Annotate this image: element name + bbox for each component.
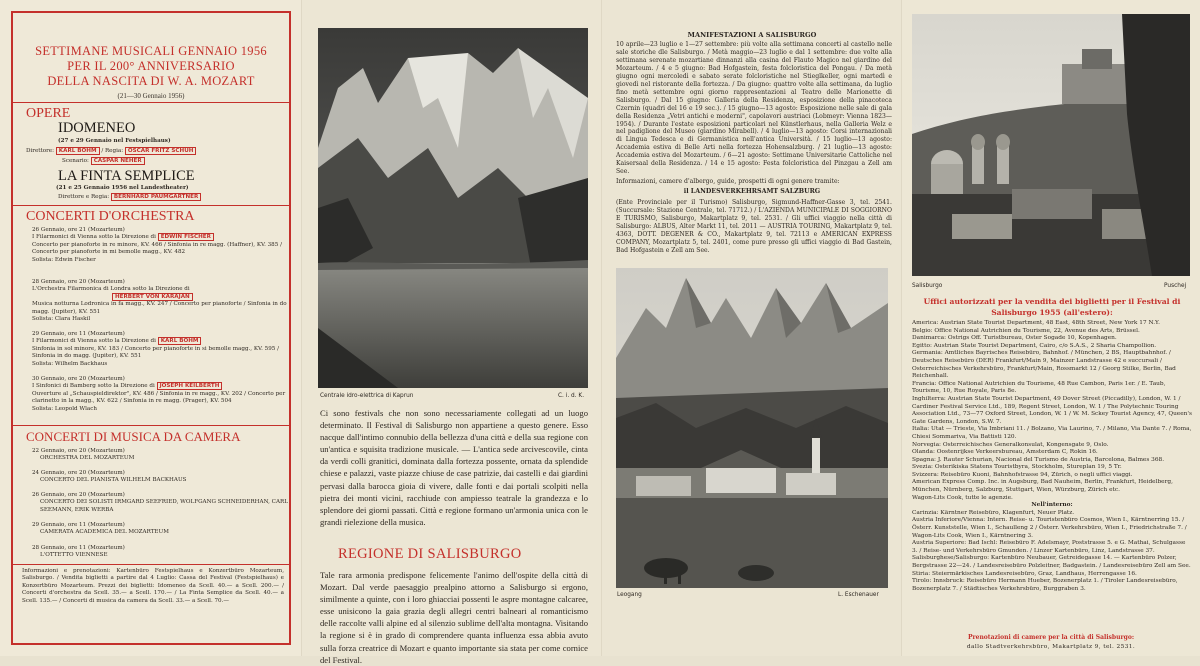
office-entry: Danimarca: Ostrigs Off. Turistbureau, Oster Sogade 10, Kopenhagen. bbox=[912, 335, 1117, 342]
concert-orchestra: I Sinfonici di Bamberg sotto la Direzione di bbox=[32, 383, 155, 390]
concert-date: 26 Gennaio, ore 20 (Mozarteum) bbox=[32, 492, 125, 498]
office-entry: Olanda: Oostenrijkse Verkeersbureau, Amsterdam C, Rokin 16. bbox=[912, 449, 1098, 456]
inland-heading: Nell'interno: bbox=[1031, 502, 1073, 509]
program-panel bbox=[0, 0, 302, 656]
concert-entry bbox=[32, 331, 288, 368]
office-entry: Svizzera: Reisebüro Kuoni, Bahnhofstrasse 94, Zürich, o negli uffici viaggi. bbox=[912, 471, 1133, 478]
divider bbox=[13, 102, 289, 103]
concert-date: 28 Gennaio, ore 11 (Mozarteum) bbox=[32, 545, 125, 551]
concert-soloist: Solista: Leopold Wlach bbox=[32, 405, 97, 412]
divider bbox=[13, 425, 289, 426]
opera-dates: (27 e 29 Gennaio nel Festspielhaus) bbox=[58, 138, 171, 144]
office-entry: Stiria: Steiermärkisches Landesreisebüro, Graz, Landhaus, Herrengasse 16. bbox=[912, 570, 1137, 577]
concert-entry bbox=[32, 376, 288, 413]
concert-date: 28 Gennaio, ore 20 (Mozarteum) bbox=[32, 279, 125, 285]
title-line: DELLA NASCITA DI W. A. MOZART bbox=[47, 74, 255, 88]
info-line: Informazioni, camere d'albergo, guide, prospetti di ogni genere tramite: bbox=[616, 178, 840, 185]
opera-credits bbox=[58, 194, 201, 201]
office-entry: American Express Comp. Inc. in Augsburg, Bad Nauheim, Berlin, Frankfurt, Heidelberg, München, Nürnberg, Salzburg, Stuttgart, Wien, Würzburg, Zürich etc. bbox=[912, 479, 1173, 494]
office-entry: Austria Inferiore/Vienna: Intern. Reise- u. Touristenbüro Cosmos, Wien I., Kärntnerring 15. / Österr. Kunststelle, Wien I., Schaulleng 2 / Österr. Verkehrsbüro, Wien I., Friedrichstraße 7. / Wagon-Lits Cook, Wien I., Kärntnering 3. bbox=[912, 517, 1187, 539]
office-entry: Egitto: Austrian State Tourist Department, Cairo, c/o S.A.S., 2 Sharia Champollion. bbox=[912, 342, 1157, 349]
concert-soloist: Solista: Clara Haskil bbox=[32, 316, 91, 323]
tourism-office-text: (Ente Provinciale per il Turismo) Salisburgo, Sigmund-Haffner-Gasse 3, tel. 2541. (Succursale: Stazione Centrale, tel. 71712.) / L'AZIENDA MUNICIPALE DI SOGGIORNO E TURISMO, Salisburgo, Makartplatz 9, tel. 2531. / Gli uffici viaggio nella città di Salisburgo: ALBUS, Alter Markt 11, tel. 2011 — AUSTRIA TOURING, Makartplatz 9, tel. 4363, DOTT. DEGENER & CO., Makartplatz 9, tel. 72113 e AMERICAN EXPRESS COMPANY, Mozartplatz 5, tel. 2401, come pure presso gli uffici viaggio di Bad Gastein, Bad Hofgastein e Zell am See. bbox=[616, 199, 892, 254]
leogang-photo bbox=[616, 268, 888, 588]
festival-title bbox=[20, 44, 282, 89]
kaprun-mountain-image bbox=[318, 28, 588, 388]
conductor-name: JOSEPH KEILBERTH bbox=[157, 382, 223, 390]
section-camera: CONCERTI DI MUSICA DA CAMERA bbox=[26, 429, 241, 444]
region-paragraph: Tale rara armonia predispone felicemente l'animo dell'ospite della città di Mozart. Dal verde paesaggio prealpino attorno a Salisburgo si ergono, similmente a quinte, con i loro ghiacciai possenti le aspre montagne calcaree, esse unisicono la gaia grazia degli allegri centri balneari al romanticismo delle raccolte valli alpine ed al silenzio sublime dell'alta montagna. Visitando la regione si è in grado di comprendere quanta influenza essa abbia avuto sulla forza creatrice di Mozart e quanto importante sia stata per come cornice del Festival. bbox=[320, 570, 588, 665]
conductor-name: EDWIN FISCHER bbox=[158, 233, 214, 241]
office-entry: Tirolo: Innsbruck: Reisebüro Hermann Hueber, Bozenerplatz 1. / Tiroler Landesreisebüro, Bozenerplatz 7. / Städtisches Verkehrsbüro, Burggraben 3. bbox=[912, 578, 1178, 592]
chamber-entry bbox=[32, 545, 288, 560]
chamber-entry bbox=[32, 492, 288, 514]
ticket-offices-heading: Uffici autorizzati per la vendita dei biglietti per il Festival di Salisburgo 1955 (all'estero): bbox=[923, 297, 1181, 317]
conductor-name: KARL BÖHM bbox=[158, 337, 202, 345]
concert-title: CONCERTO DEL PIANISTA WILHELM BACKHAUS bbox=[40, 477, 187, 484]
concert-title: CONCERTO DEI SOLISTI IRMGARD SEEFRIED, WOLFGANG SCHNEIDERHAN, CARL SEEMANN, ERIK WERBA bbox=[40, 499, 288, 513]
ticket-offices-list bbox=[912, 320, 1192, 593]
salzburg-city-image bbox=[912, 14, 1190, 276]
concert-date: 26 Gennaio, ore 21 (Mozarteum) bbox=[32, 227, 125, 233]
title-line: SETTIMANE MUSICALI GENNAIO 1956 bbox=[35, 44, 267, 58]
office-entry: Norvegia: Osterreichisches Generalkonsulat, Kongensgate 9, Oslo. bbox=[912, 441, 1109, 448]
conductor-name: KARL BÖHM bbox=[56, 147, 100, 155]
tourism-office-heading: il LANDESVERKEHRSAMT SALZBURG bbox=[683, 188, 821, 195]
photo-credit: Puschej bbox=[1164, 283, 1187, 289]
concert-date: 29 Gennaio, ore 11 (Mozarteum) bbox=[32, 522, 125, 528]
conductor-name: HERBERT VON KARAJAN bbox=[112, 293, 193, 301]
concert-date: 24 Gennaio, ore 20 (Mozarteum) bbox=[32, 470, 125, 476]
divider bbox=[13, 564, 289, 565]
salzburg-photo bbox=[912, 14, 1190, 276]
opera-title-idomeneo: IDOMENEO bbox=[58, 120, 136, 136]
photo-caption: Leogang bbox=[617, 592, 642, 598]
office-entry: Italia: Utat — Trieste, Via Imbriani 11. / Bolzano, Via Laurino, 7. / Milano, Via Dante 7. / Roma, Chiesi Sommariva, Via Battisti 120. bbox=[912, 426, 1192, 440]
chamber-entry bbox=[32, 448, 288, 463]
office-entry: Inghilterra: Austrian State Tourist Department, 49 Dover Street (Piccadilly), London, W. 1 / Cardiner Festival Service Ltd., 189, Regent Street, London, W. 1 / The Polytechnic Touring Association Ltd., 73—77 Oxford Street, London, W. 1 / W. M. Sckey Tourist Agency, 47, Queen's Gate Gardens, London, S.W. 7. bbox=[912, 395, 1192, 425]
concert-conductor-line bbox=[32, 338, 288, 345]
office-entry: Belgio: Office National Autrichien du Tourisme, 22, Avenue des Arts, Brüssel. bbox=[912, 327, 1140, 334]
concert-program: Ouverture al „Schauspieldirektor", KV. 486 / Sinfonia in re magg., KV. 202 / Concerto per clarinetto in la magg., KV. 622 / Sinfonia in re magg. (Prager), KV. 504 bbox=[32, 390, 286, 405]
photo-caption: Salisburgo bbox=[912, 283, 943, 289]
opera-dates: (21 e 25 Gennaio 1956 nel Landestheater) bbox=[56, 185, 189, 191]
concert-orchestra: L'Orchestra Filarmonica di Londra sotto la Direzione di bbox=[32, 286, 190, 293]
director-name: OSCAR FRITZ SCHUH bbox=[125, 147, 197, 155]
photo-credit: L. Eschenauer bbox=[838, 592, 879, 598]
concert-conductor-line bbox=[32, 383, 288, 390]
concert-title: L'OTTETTO VIENNESE bbox=[40, 552, 108, 559]
conductor-name: BERNHARD PAUMGARTNER bbox=[111, 193, 201, 201]
credit-label: Direttore e Regia: bbox=[58, 194, 110, 200]
concert-program: Musica notturna Lodronica in fa magg., KV. 247 / Concerto per pianoforte / Sinfonia in do magg. (Jupiter), KV. 551 bbox=[32, 301, 287, 315]
chamber-entry bbox=[32, 470, 288, 485]
office-entry: Salisburghese/Salisburgo: Kartenbüro Neubauer, Getreidegasse 14. — Kartenbüro Polzer, Bergstrasse 22—24. / Landesreisebüro Polzleitner, Badgastein. / Landesreisebüro Zell am See. bbox=[912, 555, 1191, 569]
photo-credit: C. i. d. K. bbox=[558, 393, 585, 399]
leogang-village-image bbox=[616, 268, 888, 588]
office-entry: Wagon-Lits Cook, tutte le agenzie. bbox=[912, 494, 1013, 501]
concert-title: ORCHESTRA DEL MOZARTEUM bbox=[40, 455, 135, 462]
opera-scenario bbox=[62, 158, 145, 165]
credit-label: Scenario: bbox=[62, 158, 89, 164]
office-entry: America: Austrian State Tourist Department, 48 East, 48th Street, New York 17 N.Y. bbox=[912, 320, 1160, 326]
office-entry: Carinzia: Kärntner Reisebüro, Klagenfurt, Neuer Platz. bbox=[912, 509, 1075, 516]
ticket-info: Informazioni e prenotazioni: Kartenbüro Festspielhaus e Konzertbüro Mozarteum, Salisburgo. / Vendita biglietti a partire dal 4 Luglio: Cassa del Festival (Festspielhaus) e Konzertbüro Mozarteum. Prezzi dei biglietti: Idomeneo da Scell. 40.— a Scell. 200.— / Concerti d'orchestra da Scell. 35.— a Scell. 170.— / La Finta Semplice da Scell. 40.— a Scell. 135.— / Concerti di musica da camera da Scell. 33.— a Scell. 70.— bbox=[22, 568, 284, 604]
tickets-panel bbox=[902, 0, 1200, 656]
region-heading: REGIONE DI SALISBURGO bbox=[338, 546, 522, 562]
events-text: 10 aprile—23 luglio e 1—27 settembre: più volte alla settimana concerti al castello nelle sale storiche dle Salisburgo. / Metà maggio—23 luglio e dal 1 settembre: due volte alla settimana serenate mozartiane dinnanzi alla casina del Flauto Magico nel giardino del Mozarteum. / 4 e 5 giugno: Bad Hofgastein, festa folcloristica del Pongau. / Da metà giugno ogni mercoledì e sabato serate folcloristiche nel Stieglkeller, ogni martedì e giovedì nel ristorante della fortezza. / Da giugno: quattro volte alla settimana, da luglio fino metà settembre ogni giorno rappresentazioni al Teatro delle Marionette di Salisburgo. / Dal 15 giugno: Galleria della Residenza, esposizione della pinacoteca Czernin (quadri del 16 e 19 sec.). / 15 giugno—13 agosto: Esposizione nelle sale di gala della Residenza „Vetri antichi e moderni", capolavori austriaci (Lobmeyr: Vienna 1823—1954). / Durante l'estate esposizioni particolari nel Künstlerhaus, nella Galleria Welz e nel padiglione del Museo (giardino Mirabell). / 4 luglio—13 agosto: Corsi internazionali di Lingua Tedesca e di Germanistica nell'antica Università. / 15 luglio—13 agosto: Accademia estiva di Belle Arti nella fortezza Hohensalzburg. / 21 luglio—13 agosto: Accademia estiva del Mozarteum. / 6—21 agosto: Settimane Universitarie Cattoliche nel Kaisersaal della Residenza. / 14 e 15 agosto: Festa folcloristica del Pinzgau a Zell am See. bbox=[616, 41, 892, 176]
concert-program: Concerto per pianoforte in re minore, KV. 466 / Sinfonia in re magg. (Haffner), KV. 385 / Concerto per pianoforte in mi bemolle magg., KV. 482 bbox=[32, 241, 282, 256]
concert-soloist: Solista: Edwin Fischer bbox=[32, 256, 96, 263]
rooms-info: dallo Stadtverkehrsbüro, Makartplatz 9, tel. 2531. bbox=[966, 644, 1136, 650]
office-entry: Francia: Office National Autrichien du Tourisme, 48 Rue Cambon, Paris 1er. / E. Taub, Tourisme, 10, Rue Royale, Paris 8e. bbox=[912, 380, 1166, 395]
divider bbox=[13, 205, 289, 206]
office-entry: Spagna: J. Rauter Schurian, Nacional del Turismo de Austria, Barcelona, Balmes 368. bbox=[912, 456, 1165, 463]
chamber-entry bbox=[32, 522, 288, 537]
office-entry: Austria Superiore: Bad Ischl: Reisebüro F. Adelsmayr, Poststrasse 5. e G. Mathai, Schulgasse 3. / Reise- und Verkehrsbüro Gmunden. / Linzer Kartenbüro, Linz, Landstrasse 37. bbox=[912, 540, 1186, 554]
events-panel bbox=[602, 0, 902, 656]
concert-soloist: Solista: Wilhelm Backhaus bbox=[32, 360, 108, 367]
concert-title: CAMERATA ACADEMICA DEL MOZARTEUM bbox=[40, 529, 169, 536]
rooms-heading: Prenotazioni di camere per la città di Salisburgo: bbox=[967, 634, 1135, 641]
intro-paragraph: Ci sono festivals che non sono necessariamente collegati ad un luogo determinato. Il Festival di Salisburgo non appartiene a questo genere. Esso nacque dall'intimo connubio della bellezza d'una città e della sua regione con un'antica e squisita tradizione musicale. — L'antica sede arcivescovile, cinta da verdi colli granitici, dominata dalla fortezza possente, ornata da splendide chiese e palazzi, vaste piazze chiuse de case patrizie, dai castelli e dai giardini pervasi dalla barocca gioia di vivere, dalle fonti e dai portali scolpiti nella pietra dei monti vicini, racchiude con ampiesso teatrale la grandezza e lo splendore dei giorni passati. Città e regione formano un'armonia unica con le grandi rielezione della musica. bbox=[320, 408, 588, 527]
opera-title-finta: LA FINTA SEMPLICE bbox=[58, 168, 195, 184]
concert-orchestra: I Filarmonici di Vienna sotto la Direzione di bbox=[32, 338, 156, 345]
concert-entry bbox=[32, 227, 288, 264]
region-panel bbox=[302, 0, 602, 665]
credit-label: Direttore: bbox=[26, 148, 54, 154]
designer-name: CASPAR NEHER bbox=[91, 157, 145, 165]
section-orchestra: CONCERTI D'ORCHESTRA bbox=[26, 209, 195, 224]
office-entry: Svezia: Osterikiska Statens Touristbyra, Stockholm, Stureplan 19, 5 Tr. bbox=[912, 464, 1122, 471]
concert-date: 30 Gennaio, ore 20 (Mozarteum) bbox=[32, 376, 125, 382]
concert-entry bbox=[32, 279, 288, 323]
festival-dates: (21—30 Gennaio 1956) bbox=[117, 92, 185, 100]
kaprun-photo bbox=[318, 28, 588, 388]
concert-date: 22 Gennaio, ore 20 (Mozarteum) bbox=[32, 448, 125, 454]
office-entry: Germania: Amtliches Bayrisches Reisebüro, Bahnhof. / München, 2 BS, Hauptbahnhof. / Deutsches Reisebüro (DER) Frankfurt/Main 9, Mainzer Landstrasse 42 e succursali / Osterreichisches Verkehrsbüro, Frankfurt/Main, Rossmarkt 12 / Georg Stilke, Berlin, Bad Reichenhall. bbox=[912, 350, 1176, 380]
credit-label: / Regia: bbox=[101, 148, 124, 154]
opera-credits bbox=[26, 148, 288, 155]
concert-orchestra: I Filarmonici di Vienna sotto la Direzione di bbox=[32, 234, 156, 241]
concert-conductor-line bbox=[32, 234, 288, 241]
section-opere: OPERE bbox=[26, 106, 71, 121]
concert-conductor-line bbox=[32, 294, 288, 301]
title-line: PER IL 200° ANNIVERSARIO bbox=[67, 59, 235, 73]
concert-program: Sinfonia in sol minore, KV. 183 / Concerto per pianoforte in si bemolle magg., KV. 595 / Sinfonia in do magg. (Jupiter), KV. 551 bbox=[32, 345, 279, 360]
photo-caption: Centrale idro-elettrica di Kaprun bbox=[320, 393, 414, 399]
concert-date: 29 Gennaio, ore 11 (Mozarteum) bbox=[32, 331, 125, 337]
events-heading: MANIFESTAZIONI A SALISBURGO bbox=[687, 31, 817, 39]
